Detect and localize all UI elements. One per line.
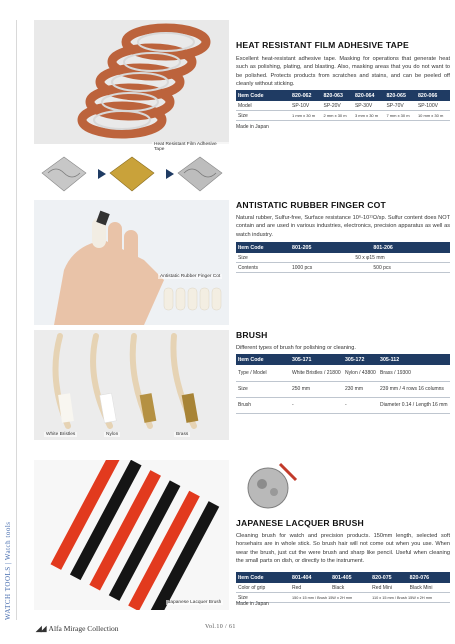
header-cell: 820-066 [416,90,450,101]
header-cell: 801-205 [290,242,371,253]
table-cell: 110 x 15 mm / Brush 15W x 2H mm [370,593,450,603]
table-cell: 250 mm [290,381,343,397]
table-cell: Color of grip [236,583,290,593]
header-cell: 305-171 [290,354,343,365]
table-cell: SP-30V [353,101,384,111]
table-cell: - [290,397,343,413]
lacquer-title: JAPANESE LACQUER BRUSH [236,518,364,528]
table-cell: Red [290,583,330,593]
lacquer-description: Cleaning brush for watch and precision products. 150mm length, selected soft horsehairs are in whole stick. So brush hair will not come out when you use. When wear the brush, just cut the were brush and sharp like pencil. Useful when cleaning the small parts on dish, or directly to the instrument. [236,533,450,565]
brush-caption-brass: Brass [176,432,189,437]
table-row [236,111,450,121]
table-cell: 1000 pcs [290,263,371,273]
table-cell: Size [236,111,290,121]
table-cell: Nylon / 43800 [343,365,378,381]
lacquer-spec-table [236,572,450,603]
header-cell: 801-405 [330,572,370,583]
header-cell: 305-112 [378,354,450,365]
watch-movement-illustration [240,462,300,510]
header-cell: Item Code [236,242,290,253]
cot-spec-table [236,242,450,273]
header-cell: 801-404 [290,572,330,583]
tape-title: HEAT RESISTANT FILM ADHESIVE TAPE [236,40,409,50]
table-cell: 230 mm [343,381,378,397]
header-cell: Item Code [236,354,290,365]
cot-title: ANTISTATIC RUBBER FINGER COT [236,200,386,210]
lacquer-brushes-illustration [34,460,229,610]
side-tab-label: WATCH TOOLS | Watch tools [4,521,12,620]
table-cell: Red Mini [370,583,407,593]
header-cell: 820-075 [370,572,407,583]
table-cell: Black [330,583,370,593]
table-cell: 2 mm x 30 m [321,111,352,121]
table-cell: White Bristles / 21800 [290,365,343,381]
brush-photo [34,330,229,440]
tape-note: Made in Japan [236,124,269,130]
table-cell: Brass / 19300 [378,365,450,381]
table-cell: 10 mm x 30 m [416,111,450,121]
alfa-logo-icon: ◢◢ [36,624,46,633]
table-row [236,365,450,381]
table-cell: SP-20V [321,101,352,111]
brand-name: Alfa Mirage Collection [48,624,119,633]
masking-sequence [34,142,229,196]
table-cell: 150 x 15 mm / Brush 15W x 2H mm [290,593,370,603]
brush-spec-table [236,354,450,414]
table-cell: - [343,397,378,413]
header-cell: 820-064 [353,90,384,101]
table-cell: SP-100V [416,101,450,111]
table-header-row [236,90,450,101]
page-number: Vol.10 / 61 [205,624,236,630]
table-cell: SP-70V [384,101,415,111]
header-cell: 820-062 [290,90,321,101]
hand-with-finger-cot-illustration [34,200,229,325]
table-row [236,253,450,263]
lacquer-caption: Japanese Lacquer Brush [168,600,222,605]
finger-cot-caption: Antistatic Rubber Finger Cot [160,274,221,279]
tape-rolls-illustration [34,20,229,144]
tape-description: Excellent heat-resistant adhesive tape. Masking for operations that generate heat such as polishing, plating, and blasting. Also, masking areas that you do not want to be polished. Protects products from scratches and stains, and can be peeled off cleanly without sticking. [236,56,450,88]
masking-steps-illustration [34,151,229,197]
table-row [236,381,450,397]
tape-spec-table [236,90,450,121]
brush-caption-white: White Bristles [46,432,76,437]
brush-caption-nylon: Nylon [106,432,119,437]
lacquer-brush-photo [34,460,229,610]
header-cell: 820-076 [408,572,450,583]
table-row [236,583,450,593]
table-cell: Model [236,101,290,111]
table-cell: Size [236,381,290,397]
table-cell: Type / Model [236,365,290,381]
finger-cot-photo [34,200,229,325]
table-cell: 500 pcs [371,263,450,273]
table-cell: Diameter 0.14 / Length 16 mm [378,397,450,413]
header-cell: 801-206 [371,242,450,253]
side-divider [16,20,17,620]
brush-title: BRUSH [236,330,268,340]
table-cell: 239 mm / 4 rows 16 columns [378,381,450,397]
table-header-row [236,354,450,365]
tape-photo [34,20,229,144]
table-cell: 3 mm x 30 m [353,111,384,121]
table-row [236,101,450,111]
table-header-row [236,242,450,253]
table-cell: Black Mini [408,583,450,593]
header-cell: Item Code [236,572,290,583]
table-cell: Contents [236,263,290,273]
table-cell: SP-10V [290,101,321,111]
footer-brand [36,624,119,633]
table-cell: 7 mm x 30 m [384,111,415,121]
brushes-illustration [34,330,229,440]
arrow-right-icon [166,169,174,179]
tape-caption: Heat Resistant Film Adhesive Tape [152,142,229,152]
table-cell: 50 x φ15 mm [290,253,450,263]
brush-description: Different types of brush for polishing or cleaning. [236,345,356,351]
table-cell: Brush [236,397,290,413]
watch-movement-photo [240,462,300,510]
table-row [236,397,450,413]
header-cell: 820-063 [321,90,352,101]
table-cell: Size [236,253,290,263]
table-header-row [236,572,450,583]
header-cell: Item Code [236,90,290,101]
header-cell: 305-172 [343,354,378,365]
header-cell: 820-065 [384,90,415,101]
table-row [236,263,450,273]
table-cell: Size [236,593,290,603]
cot-description: Natural rubber, Sulfur-free, Surface resistance 10⁶-10¹¹Ω/sp. Sulfur content does NOT contain and are used in various industries, electronics, precision apparatus as well as watch industry. [236,215,450,238]
table-cell: 1 mm x 30 m [290,111,321,121]
lacquer-note: Made in Japan [236,601,269,607]
arrow-right-icon [98,169,106,179]
